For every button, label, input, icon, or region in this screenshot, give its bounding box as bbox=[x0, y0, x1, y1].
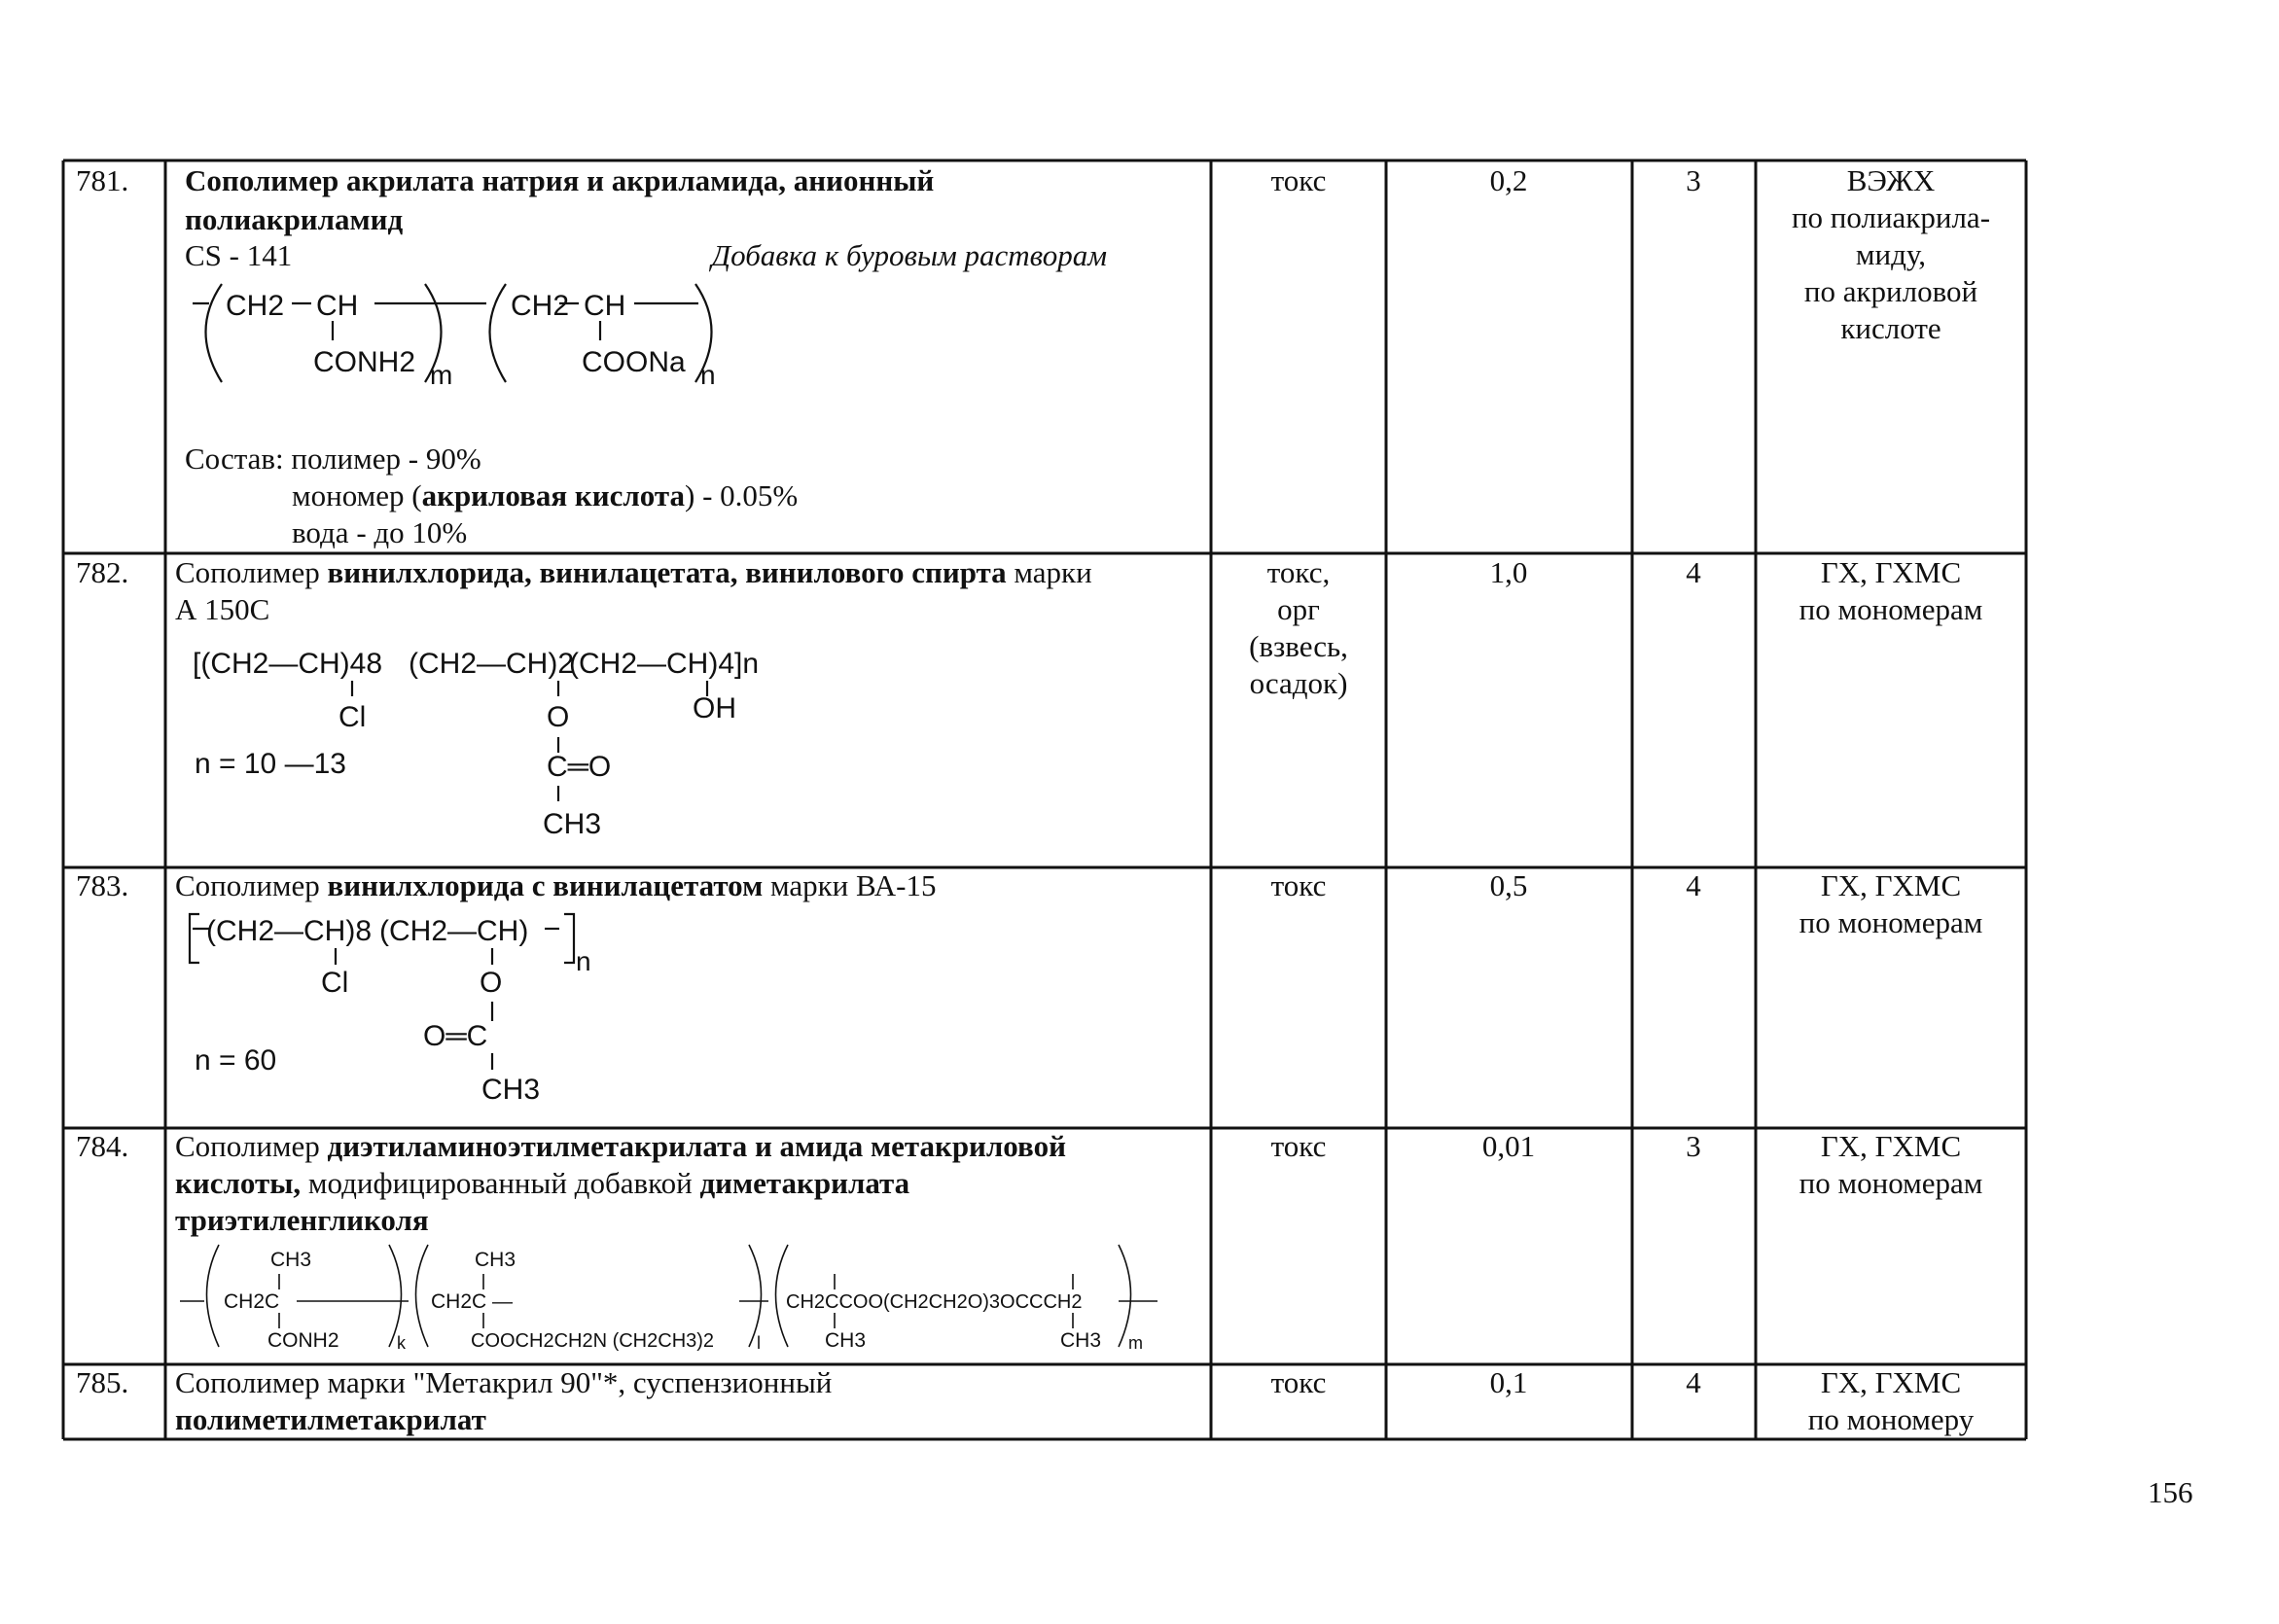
formula-o: O bbox=[480, 967, 503, 999]
subscript-k: k bbox=[397, 1333, 406, 1353]
row-number: 783. bbox=[76, 868, 129, 902]
formula-ch: CH bbox=[316, 290, 359, 322]
formula-conh2: CONH2 bbox=[313, 346, 416, 378]
compound-title: Сополимер винилхлорида, винилацетата, винилового спирта марки bbox=[175, 555, 1092, 589]
formula-coona: COONa bbox=[582, 346, 686, 378]
svg-text:токс,: токс, bbox=[1266, 555, 1331, 589]
hazard-class: 4 bbox=[1686, 1365, 1701, 1399]
composition-line: вода - до 10% bbox=[292, 515, 468, 549]
svg-text:орг: орг bbox=[1277, 592, 1320, 626]
formula-cl: Cl bbox=[321, 967, 349, 999]
formula-oc: O═C bbox=[423, 1020, 488, 1052]
row-number: 785. bbox=[76, 1365, 129, 1399]
formula-ch2: CH2 bbox=[511, 290, 570, 322]
row-number: 782. bbox=[76, 555, 129, 589]
formula-chain: CH2CCOO(CH2CH2O)3OCCCH2 bbox=[786, 1291, 1083, 1313]
compound-title-cont: кислоты, модифицированный добавкой диметакрилата bbox=[175, 1166, 910, 1200]
structural-formula bbox=[190, 914, 591, 1106]
svg-text:по полиакрила-: по полиакрила- bbox=[1791, 200, 1991, 234]
compound-title: Сополимер диэтиламиноэтилметакрилата и амида метакриловой bbox=[175, 1129, 1066, 1163]
formula-ester: COOCH2CH2N (CH2CH3)2 bbox=[471, 1330, 715, 1352]
svg-text:(взвесь,: (взвесь, bbox=[1249, 629, 1348, 663]
formula-segment: (CH2—CH)4]n bbox=[569, 648, 760, 680]
analysis-method bbox=[1799, 1129, 1983, 1200]
table-row bbox=[76, 868, 1982, 1106]
svg-text:кислоте: кислоте bbox=[1840, 311, 1941, 345]
compound-title: Сополимер винилхлорида с винилацетатом марки ВА-15 bbox=[175, 868, 937, 902]
structural-formula bbox=[180, 1245, 1157, 1353]
limit-value: 0,01 bbox=[1481, 1129, 1536, 1163]
limit-value: 0,2 bbox=[1489, 163, 1528, 197]
formula-o: O bbox=[547, 701, 570, 733]
formula-ch3: CH3 bbox=[543, 808, 602, 840]
svg-text:по мономерам: по мономерам bbox=[1798, 592, 1983, 626]
page-number: 156 bbox=[2148, 1475, 2193, 1509]
svg-text:по акриловой: по акриловой bbox=[1803, 274, 1978, 308]
svg-text:ГХ, ГХМС: ГХ, ГХМС bbox=[1820, 1365, 1962, 1399]
formula-cl: Cl bbox=[338, 701, 367, 733]
composition-line: Состав: полимер - 90% bbox=[185, 441, 481, 476]
svg-text:ГХ, ГХМС: ГХ, ГХМС bbox=[1820, 555, 1962, 589]
subscript-m: m bbox=[430, 360, 453, 390]
hazard-indicator bbox=[1249, 555, 1348, 700]
formula-ch3: CH3 bbox=[825, 1329, 867, 1352]
svg-text:осадок): осадок) bbox=[1249, 666, 1348, 700]
formula-co: C═O bbox=[547, 751, 612, 783]
formula-conh2: CONH2 bbox=[267, 1329, 339, 1352]
formula-ch3: CH3 bbox=[475, 1249, 516, 1271]
formula-segment: (CH2—CH) bbox=[379, 915, 529, 947]
hazard-class: 4 bbox=[1686, 555, 1701, 589]
subscript-n: n bbox=[700, 360, 716, 390]
analysis-method bbox=[1799, 868, 1983, 939]
table-row bbox=[76, 163, 1990, 549]
hazard-indicator: токс bbox=[1270, 1365, 1327, 1399]
compound-title: Сополимер акрилата натрия и акриламида, анионный bbox=[185, 163, 935, 197]
compound-title: Сополимер марки "Метакрил 90"*, суспензионный bbox=[175, 1365, 833, 1399]
limit-value: 0,5 bbox=[1489, 868, 1528, 902]
composition-line: мономер (акриловая кислота) - 0.05% bbox=[292, 478, 799, 512]
compound-title-cont: А 150С bbox=[175, 592, 270, 626]
formula-ch3: CH3 bbox=[481, 1074, 541, 1106]
formula-segment: (CH2—CH)2 bbox=[409, 648, 575, 680]
svg-text:ГХ, ГХМС: ГХ, ГХМС bbox=[1820, 1129, 1962, 1163]
structural-formula bbox=[193, 284, 716, 390]
analysis-method bbox=[1808, 1365, 1975, 1436]
hazard-indicator: токс bbox=[1270, 163, 1327, 197]
hazard-class: 4 bbox=[1686, 868, 1701, 902]
subscript-n: n bbox=[576, 946, 591, 976]
formula-segment: (CH2—CH)8 bbox=[206, 915, 373, 947]
hazard-indicator: токс bbox=[1270, 1129, 1327, 1163]
formula-ch3: CH3 bbox=[1060, 1329, 1102, 1352]
formula-ch2c: CH2C bbox=[224, 1290, 280, 1313]
hazard-class: 3 bbox=[1686, 163, 1701, 197]
formula-ch: CH bbox=[584, 290, 626, 322]
row-number: 784. bbox=[76, 1129, 129, 1163]
formula-oh: OH bbox=[693, 692, 736, 724]
formula-ch2c: CH2C — bbox=[431, 1290, 514, 1313]
analysis-method bbox=[1792, 163, 1990, 345]
analysis-method bbox=[1799, 555, 1983, 626]
formula-ch3: CH3 bbox=[270, 1249, 312, 1271]
svg-text:по мономерам: по мономерам bbox=[1798, 1166, 1983, 1200]
row-number: 781. bbox=[76, 163, 129, 197]
structural-formula bbox=[193, 648, 759, 840]
table-row bbox=[76, 1129, 1982, 1353]
hazard-class: 3 bbox=[1686, 1129, 1701, 1163]
formula-n-value: n = 60 bbox=[195, 1044, 277, 1077]
compound-title-cont: полиметилметакрилат bbox=[175, 1402, 486, 1436]
brand-label: CS - 141 bbox=[185, 238, 293, 272]
subscript-m: m bbox=[1128, 1333, 1143, 1353]
usage-note: Добавка к буровым растворам bbox=[711, 238, 1107, 272]
svg-text:по мономерам: по мономерам bbox=[1798, 905, 1983, 939]
formula-segment: [(CH2—CH)48 bbox=[193, 648, 383, 680]
svg-text:по мономеру: по мономеру bbox=[1807, 1402, 1975, 1436]
subscript-l: l bbox=[757, 1333, 761, 1353]
svg-text:ВЭЖХ: ВЭЖХ bbox=[1846, 163, 1936, 197]
svg-text:миду,: миду, bbox=[1855, 237, 1927, 271]
limit-value: 0,1 bbox=[1489, 1365, 1528, 1399]
limit-value: 1,0 bbox=[1489, 555, 1528, 589]
compound-title-cont: полиакриламид bbox=[185, 202, 404, 236]
hazard-indicator: токс bbox=[1270, 868, 1327, 902]
table-row bbox=[76, 555, 1982, 840]
formula-n-range: n = 10 —13 bbox=[195, 748, 346, 780]
formula-ch2: CH2 bbox=[226, 290, 285, 322]
table-row bbox=[76, 1365, 1975, 1436]
svg-text:ГХ, ГХМС: ГХ, ГХМС bbox=[1820, 868, 1962, 902]
compound-title-cont: триэтиленгликоля bbox=[175, 1203, 429, 1237]
